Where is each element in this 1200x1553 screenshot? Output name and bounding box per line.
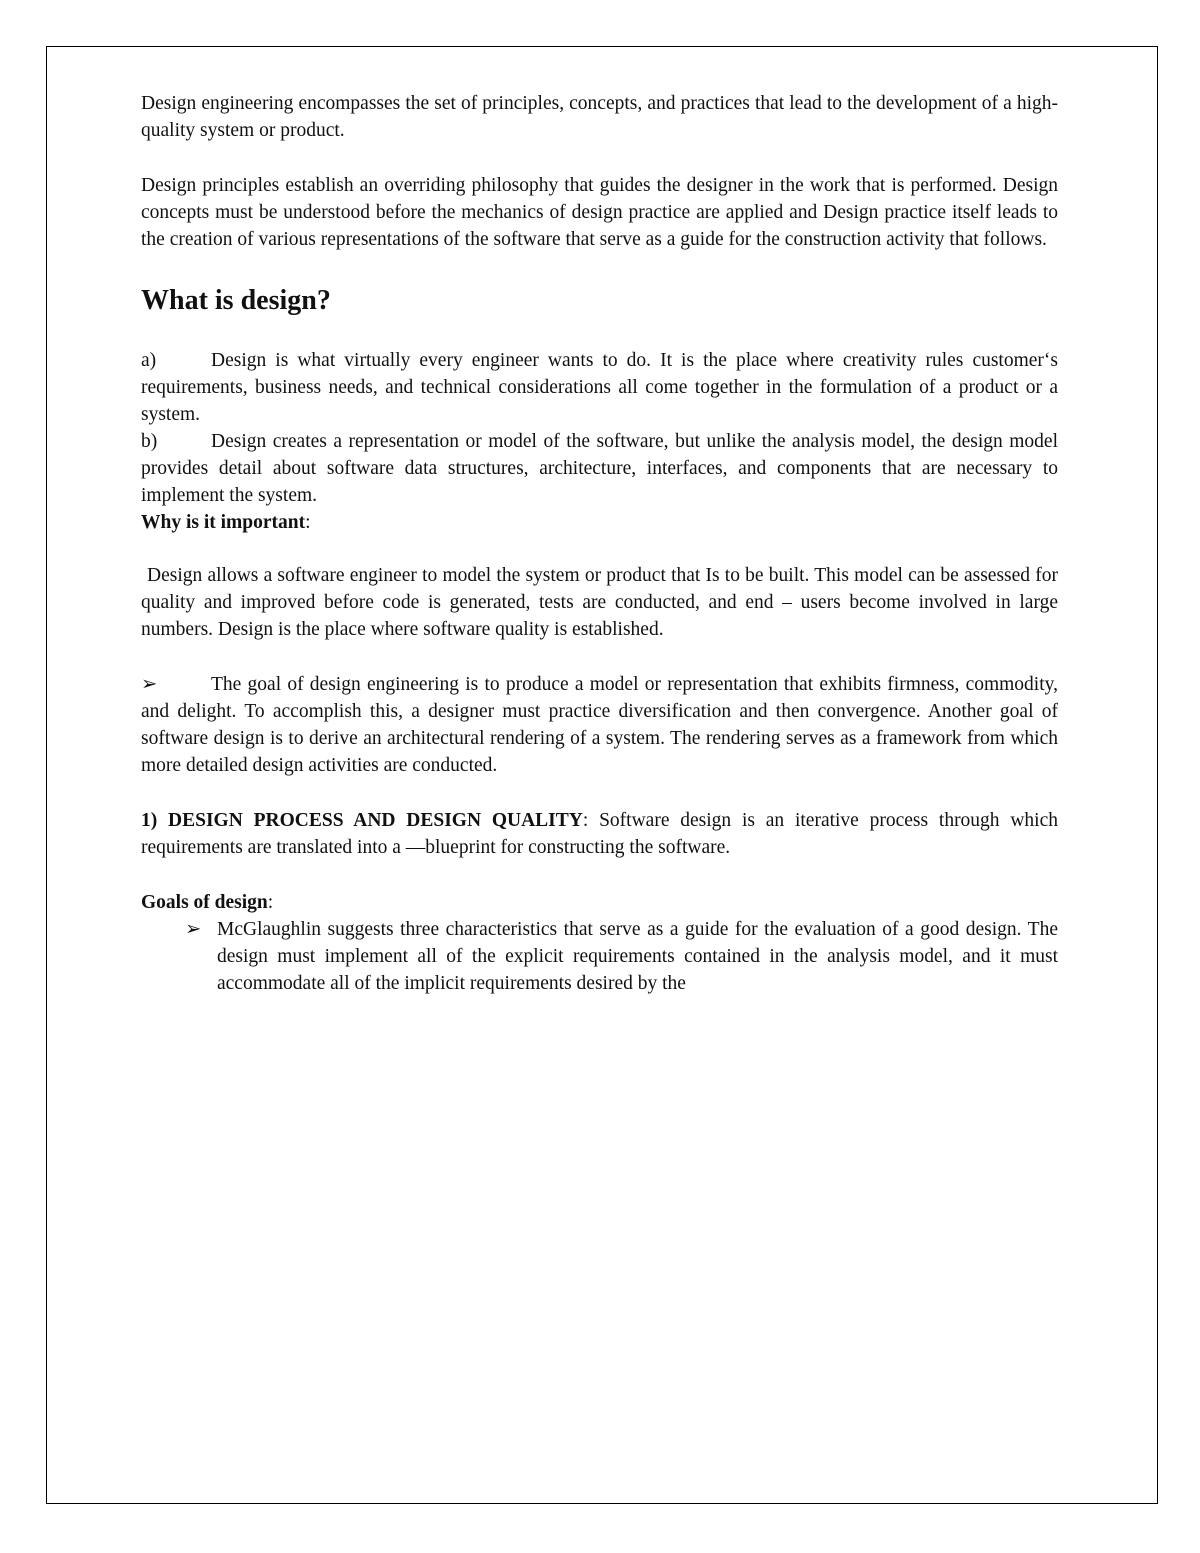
goals-of-design-colon: :: [267, 892, 274, 913]
design-process-text: : Software design is an iterative process through which requirements are translated into a ―blueprint for constructing the software.: [141, 810, 1059, 858]
why-important-colon: :: [305, 512, 311, 533]
goals-of-design-list: [141, 916, 1058, 997]
intro-paragraph-1: Design engineering encompasses the set of principles, concepts, and practices that lead to the development of a high- quality system or product.: [141, 93, 1058, 141]
design-item-b: [141, 428, 1058, 509]
what-is-design-heading: What is design?: [141, 285, 331, 316]
goal-paragraph-text: The goal of design engineering is to produce a model or representation that exhibits firmness, commodity, and delight. To accomplish this, a designer must practice diversification and then convergence. Another goal of software design is to derive an architectural rendering of a system. The rendering serves as a framework from which more detailed design activities are conducted.: [141, 674, 1058, 776]
design-process-paragraph: [141, 807, 1058, 861]
list-item-text: McGlaughlin suggests three characteristics that serve as a guide for the evaluation of a good design. The design must implement all of the explicit requirements contained in the analysis model, and it must accommodate all of the implicit requirements desired by the: [217, 919, 1058, 994]
goal-paragraph: [141, 671, 1058, 779]
document-content: [141, 90, 1058, 997]
arrow-bullet-icon: ➢: [185, 919, 202, 940]
item-marker: a): [141, 350, 157, 371]
goals-of-design-label: Goals of design: [141, 892, 268, 913]
why-important-heading: [141, 509, 1058, 536]
item-text: Design creates a representation or model of the software, but unlike the analysis model, the design model provides detail about software data structures, architecture, interfaces, and components that are necessary to implement the system.: [141, 431, 1058, 506]
why-important-paragraph: Design allows a software engineer to model the system or product that Is to be built. This model can be assessed for quality and improved before code is generated, tests are conducted, and end – users become involved in large numbers. Design is the place where software quality is established.: [141, 565, 1058, 640]
design-process-label: 1) DESIGN PROCESS AND DESIGN QUALITY: [141, 810, 583, 831]
item-text: Design is what virtually every engineer wants to do. It is the place where creativity rules customer‘s requirements, business needs, and technical considerations all come together in the formulation of a product or a system.: [141, 350, 1058, 425]
intro-paragraph-2: Design principles establish an overriding philosophy that guides the designer in the work that is performed. Design concepts must be understood before the mechanics of design practice are applied and Design practice itself leads to the creation of various representations of the software that serve as a guide for the construction activity that follows.: [141, 175, 1058, 250]
arrow-bullet-icon: ➢: [141, 674, 158, 695]
item-marker: b): [141, 431, 158, 452]
design-item-a: [141, 347, 1058, 428]
goals-of-design-heading: [141, 889, 1058, 916]
list-item: [185, 916, 1058, 997]
why-important-label: Why is it important: [141, 512, 306, 533]
